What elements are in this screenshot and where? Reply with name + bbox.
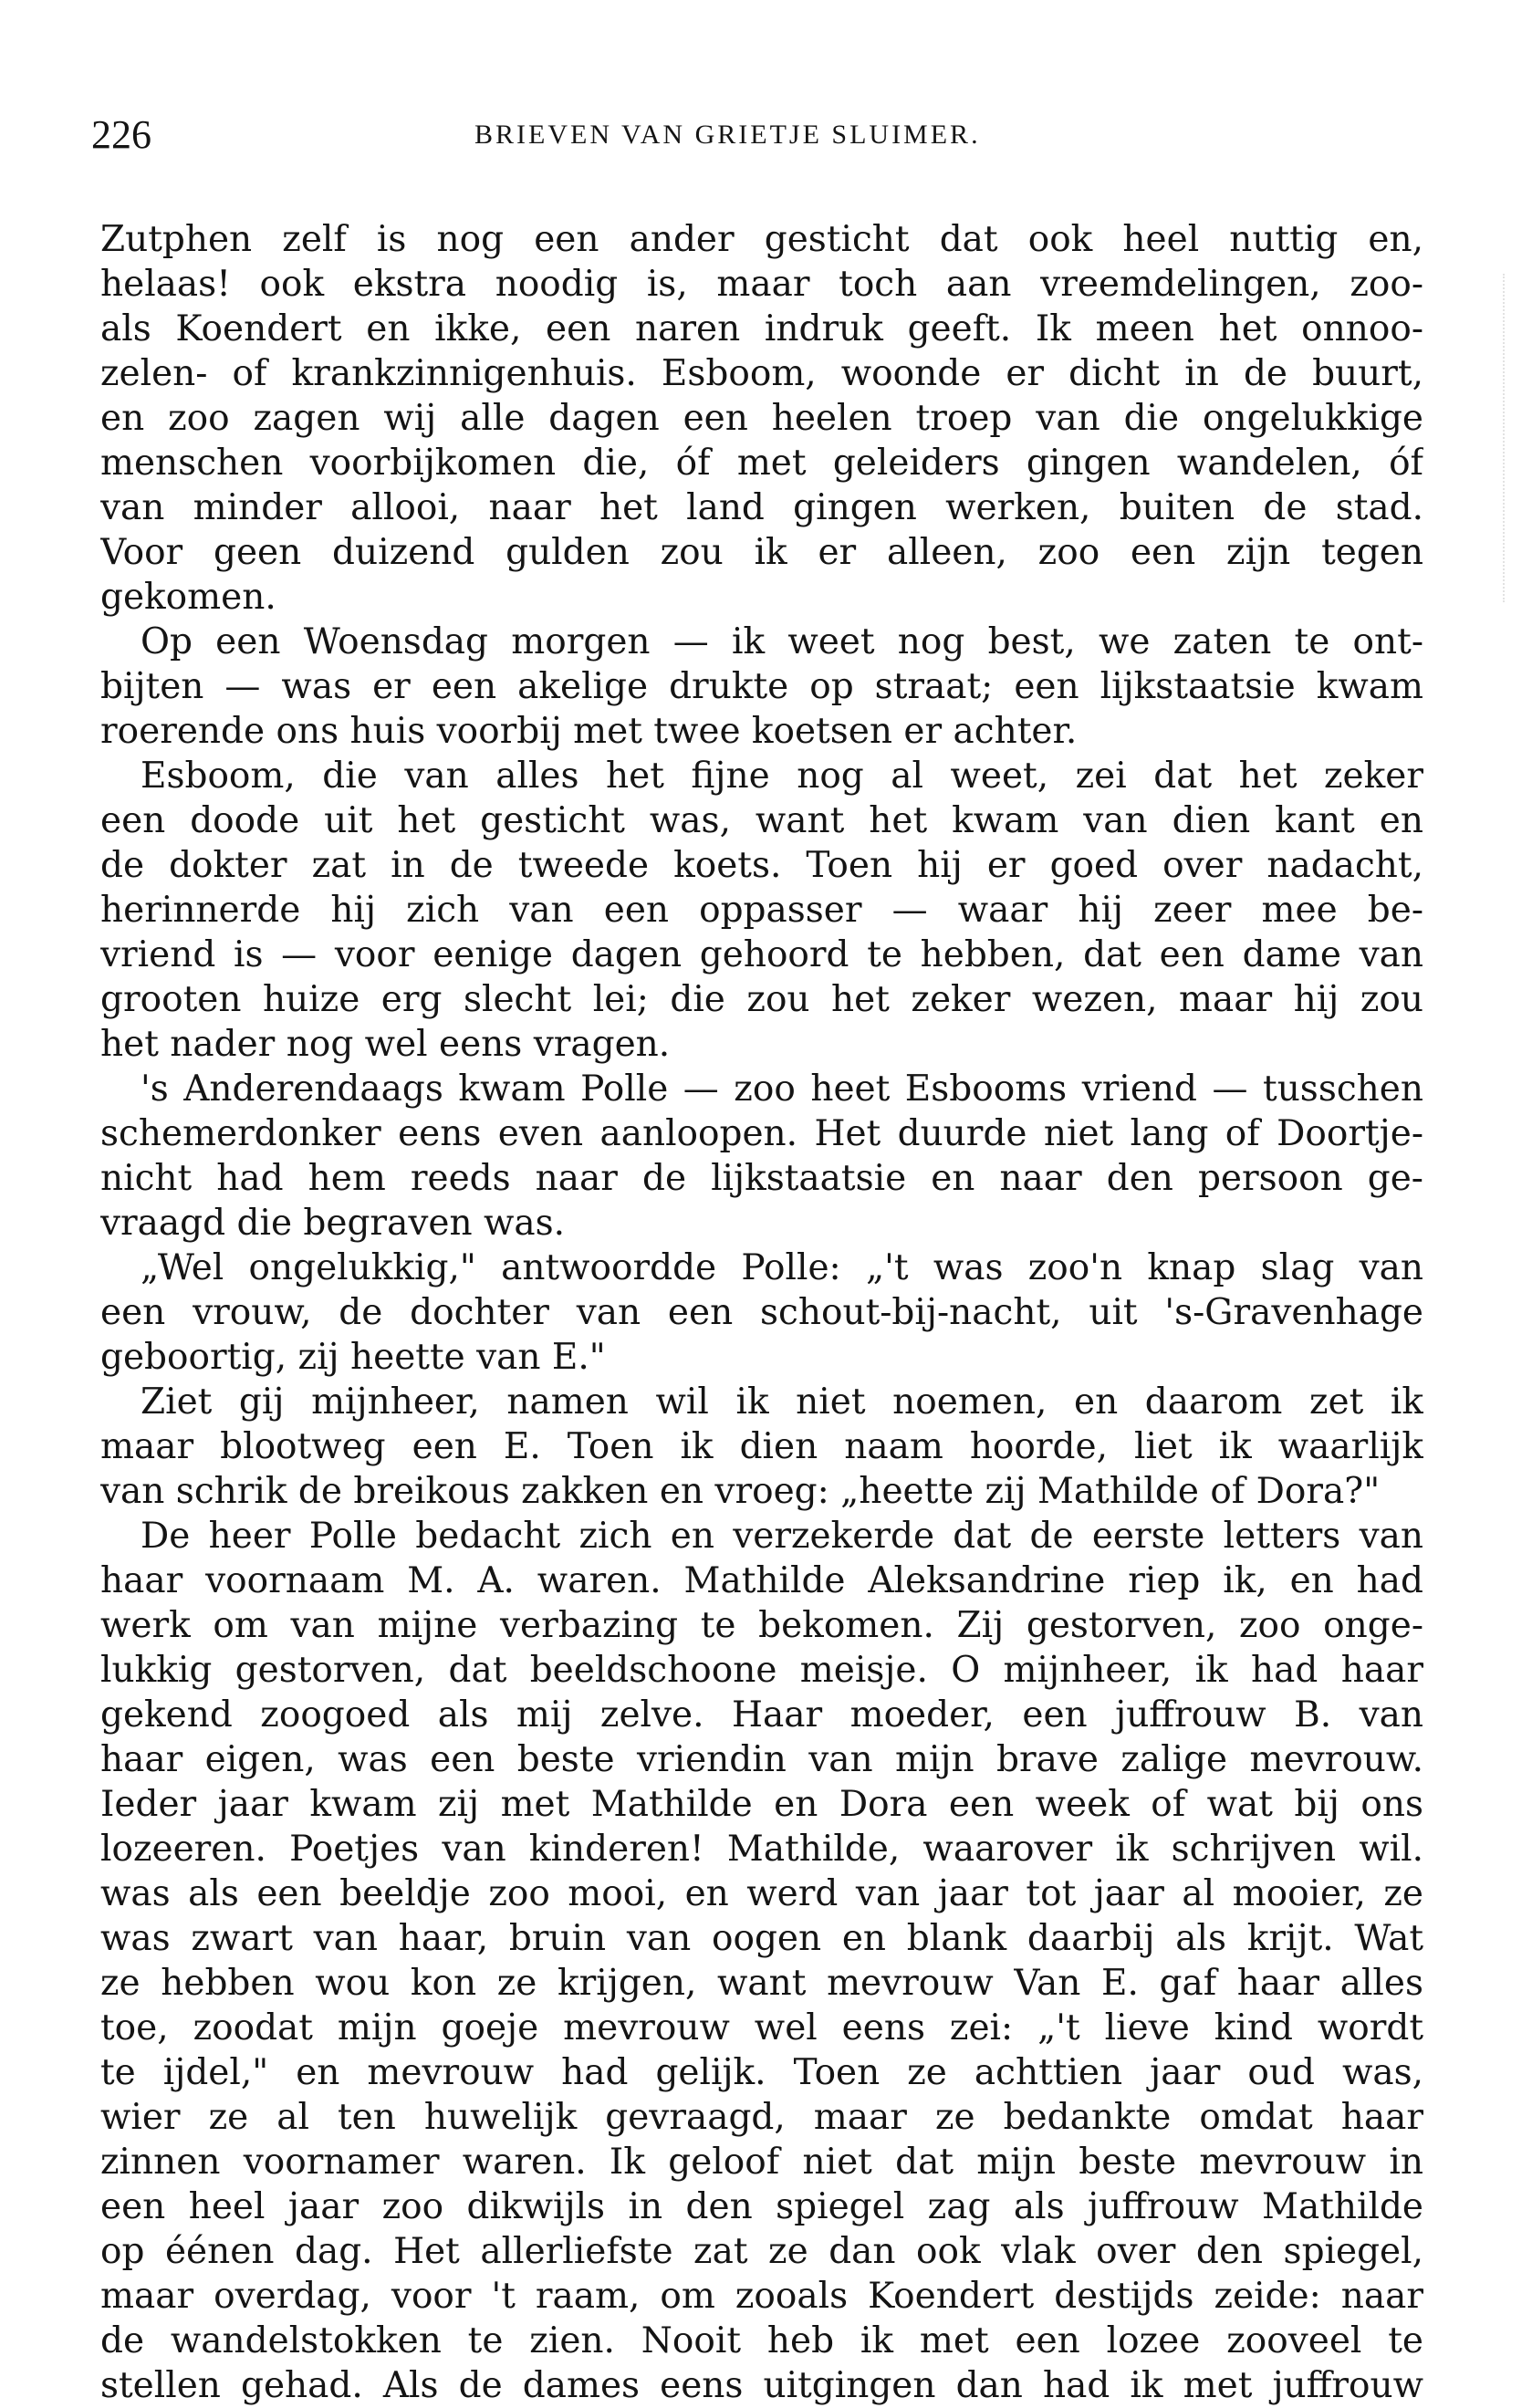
text-line: geboortig, zij heette van E."	[100, 1337, 606, 1378]
body-text	[100, 217, 1423, 2408]
text-line: Ieder jaar kwam zij met Mathilde en Dora een week of wat bij ons	[100, 1784, 1423, 1825]
text-line: stellen gehad. Als de dames eens uitgingen dan had ik met juffrouw	[100, 2365, 1423, 2406]
text-line: schemerdonker eens even aanloopen. Het duurde niet lang of Doortje-	[100, 1113, 1423, 1154]
text-line: grooten huize erg slecht lei; die zou het zeker wezen, maar hij zou	[100, 979, 1423, 1020]
running-head	[91, 108, 1442, 162]
text-line: zinnen voornamer waren. Ik geloof niet dat mijn beste mevrouw in	[100, 2142, 1423, 2183]
text-line: haar voornaam M. A. waren. Mathilde Aleksandrine riep ik, en had	[100, 1560, 1423, 1601]
text-line: menschen voorbijkomen die, óf met geleiders gingen wandelen, óf	[100, 443, 1423, 484]
text-line: werk om van mijne verbazing te bekomen. Zij gestorven, zoo onge-	[100, 1605, 1423, 1646]
text-line: Esboom, die van alles het fijne nog al weet, zei dat het zeker	[141, 756, 1423, 797]
text-line: lukkig gestorven, dat beeldschoone meisje. O mijnheer, ik had haar	[100, 1650, 1423, 1691]
text-line: Zutphen zelf is nog een ander gesticht dat ook heel nuttig en,	[100, 219, 1423, 260]
text-line: maar overdag, voor 't raam, om zooals Koendert destijds zeide: naar	[100, 2276, 1423, 2317]
running-title: BRIEVEN VAN GRIETJE SLUIMER.	[474, 120, 981, 150]
text-line: de dokter zat in de tweede koets. Toen hij er goed over nadacht,	[100, 845, 1423, 886]
text-line: als Koendert en ikke, een naren indruk geeft. Ik meen het onnoo-	[100, 308, 1423, 349]
text-line: een doode uit het gesticht was, want het kwam van dien kant en	[100, 800, 1423, 841]
text-line: vriend is — voor eenige dagen gehoord te hebben, dat een dame van	[100, 934, 1423, 975]
text-line: nicht had hem reeds naar de lijkstaatsie en naar den persoon ge-	[100, 1158, 1423, 1199]
text-line: 's Anderendaags kwam Polle — zoo heet Esbooms vriend — tusschen	[141, 1068, 1423, 1110]
page-number: 226	[91, 112, 151, 157]
text-line: van minder allooi, naar het land gingen werken, buiten de stad.	[100, 487, 1423, 528]
text-line: en zoo zagen wij alle dagen een heelen troep van die ongelukkige	[100, 398, 1423, 439]
text-line: haar eigen, was een beste vriendin van mijn brave zalige mevrouw.	[100, 1739, 1423, 1780]
text-line: helaas! ook ekstra noodig is, maar toch aan vreemdelingen, zoo-	[100, 264, 1423, 305]
text-line: maar blootweg een E. Toen ik dien naam hoorde, liet ik waarlijk	[100, 1426, 1423, 1467]
text-line: de wandelstokken te zien. Nooit heb ik met een lozee zooveel te	[100, 2320, 1423, 2361]
scan-edge-mark	[1490, 274, 1505, 602]
text-line: ze hebben wou kon ze krijgen, want mevrouw Van E. gaf haar alles	[100, 1963, 1423, 2004]
text-line: gekomen.	[100, 577, 276, 618]
text-line: het nader nog wel eens vragen.	[100, 1024, 671, 1065]
text-line: Ziet gij mijnheer, namen wil ik niet noemen, en daarom zet ik	[141, 1381, 1423, 1423]
text-line: „Wel ongelukkig," antwoordde Polle: „'t was zoo'n knap slag van	[141, 1247, 1423, 1288]
text-line: een vrouw, de dochter van een schout-bij-nacht, uit 's-Gravenhage	[100, 1292, 1423, 1333]
text-line: een heel jaar zoo dikwijls in den spiegel zag als juffrouw Mathilde	[100, 2186, 1423, 2227]
text-line: vraagd die begraven was.	[100, 1203, 565, 1244]
text-line: Voor geen duizend gulden zou ik er alleen, zoo een zijn tegen	[100, 532, 1423, 573]
text-line: gekend zoogoed als mij zelve. Haar moeder, een juffrouw B. van	[100, 1694, 1423, 1736]
text-line: Op een Woensdag morgen — ik weet nog best, we zaten te ont-	[141, 621, 1423, 662]
text-line: bijten — was er een akelige drukte op straat; een lijkstaatsie kwam	[100, 666, 1423, 707]
text-line: zelen- of krankzinnigenhuis. Esboom, woonde er dicht in de buurt,	[100, 353, 1423, 394]
text-line: lozeeren. Poetjes van kinderen! Mathilde, waarover ik schrijven wil.	[100, 1829, 1423, 1870]
text-line: was als een beeldje zoo mooi, en werd van jaar tot jaar al mooier, ze	[100, 1873, 1423, 1914]
text-line: herinnerde hij zich van een oppasser — waar hij zeer mee be-	[100, 890, 1423, 931]
text-line: was zwart van haar, bruin van oogen en blank daarbij als krijt. Wat	[100, 1918, 1423, 1959]
text-line: te ijdel," en mevrouw had gelijk. Toen ze achttien jaar oud was,	[100, 2052, 1423, 2093]
text-line: wier ze al ten huwelijk gevraagd, maar ze bedankte omdat haar	[100, 2097, 1423, 2138]
text-line: toe, zoodat mijn goeje mevrouw wel eens zei: „'t lieve kind wordt	[100, 2007, 1423, 2048]
text-line: op éénen dag. Het allerliefste zat ze dan ook vlak over den spiegel,	[100, 2231, 1423, 2272]
text-line: De heer Polle bedacht zich en verzekerde dat de eerste letters van	[141, 1516, 1423, 1557]
text-line: roerende ons huis voorbij met twee koetsen er achter.	[100, 711, 1078, 752]
text-line: van schrik de breikous zakken en vroeg: „heette zij Mathilde of Dora?"	[100, 1471, 1381, 1512]
